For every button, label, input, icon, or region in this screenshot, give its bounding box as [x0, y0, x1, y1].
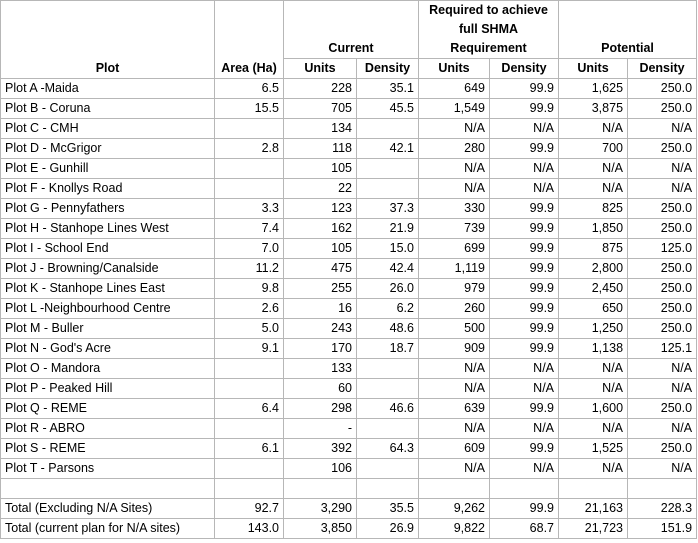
cell-req-density: 99.9	[490, 339, 559, 359]
cell-pot-units: N/A	[559, 359, 628, 379]
cell-plot: Plot O - Mandora	[1, 359, 215, 379]
header-required-density: Density	[490, 59, 559, 79]
cell-req-units: 649	[419, 79, 490, 99]
cell-plot: Plot M - Buller	[1, 319, 215, 339]
cell-cur-units: 22	[284, 179, 357, 199]
cell-pot-density: N/A	[628, 419, 697, 439]
cell-cur-density: 26.0	[357, 279, 419, 299]
table-row	[1, 219, 697, 239]
cell-plot: Plot E - Gunhill	[1, 159, 215, 179]
cell-pot-units: N/A	[559, 119, 628, 139]
cell-pot-density: 125.0	[628, 239, 697, 259]
cell-cur-units: 3,850	[284, 519, 357, 539]
cell-pot-units: 1,600	[559, 399, 628, 419]
table-body	[1, 79, 697, 499]
cell-cur-density	[357, 179, 419, 199]
cell-area: 5.0	[215, 319, 284, 339]
cell-pot-density: 250.0	[628, 259, 697, 279]
header-required-units: Units	[419, 59, 490, 79]
cell-pot-units: 1,138	[559, 339, 628, 359]
header-current-units: Units	[284, 59, 357, 79]
cell-cur-units: 134	[284, 119, 357, 139]
cell-plot: Plot N - God's Acre	[1, 339, 215, 359]
total-row	[1, 499, 697, 519]
cell-cur-density	[357, 459, 419, 479]
cell-pot-units: 700	[559, 139, 628, 159]
cell-area	[215, 359, 284, 379]
header-current-density: Density	[357, 59, 419, 79]
cell-req-units: 9,822	[419, 519, 490, 539]
cell-area: 6.5	[215, 79, 284, 99]
cell-req-units: 260	[419, 299, 490, 319]
cell-area: 2.6	[215, 299, 284, 319]
cell-cur-units: 105	[284, 159, 357, 179]
cell-req-units: 9,262	[419, 499, 490, 519]
table-row	[1, 339, 697, 359]
cell-req-density: 99.9	[490, 99, 559, 119]
cell-pot-density: 250.0	[628, 319, 697, 339]
cell-req-density: 99.9	[490, 299, 559, 319]
spacer-cell	[357, 479, 419, 499]
table-row	[1, 419, 697, 439]
cell-cur-units: 123	[284, 199, 357, 219]
table-row	[1, 99, 697, 119]
header-potential-units: Units	[559, 59, 628, 79]
cell-pot-units: 1,525	[559, 439, 628, 459]
cell-area: 15.5	[215, 99, 284, 119]
cell-req-density: N/A	[490, 159, 559, 179]
cell-cur-density: 35.1	[357, 79, 419, 99]
table-row	[1, 359, 697, 379]
cell-pot-density: N/A	[628, 379, 697, 399]
cell-area: 92.7	[215, 499, 284, 519]
cell-req-density: 99.9	[490, 499, 559, 519]
cell-area	[215, 179, 284, 199]
table-row	[1, 399, 697, 419]
cell-req-density: 99.9	[490, 199, 559, 219]
cell-cur-units: 16	[284, 299, 357, 319]
table-row	[1, 259, 697, 279]
cell-cur-units: 105	[284, 239, 357, 259]
cell-req-units: 1,549	[419, 99, 490, 119]
cell-req-units: N/A	[419, 159, 490, 179]
cell-plot: Plot J - Browning/Canalside	[1, 259, 215, 279]
cell-pot-units: N/A	[559, 179, 628, 199]
cell-plot: Plot C - CMH	[1, 119, 215, 139]
cell-req-density: N/A	[490, 359, 559, 379]
cell-req-units: 909	[419, 339, 490, 359]
table-row	[1, 379, 697, 399]
cell-area: 143.0	[215, 519, 284, 539]
header-required-line2: full SHMA	[419, 20, 559, 39]
table-row	[1, 299, 697, 319]
cell-req-density: N/A	[490, 419, 559, 439]
cell-plot: Total (current plan for N/A sites)	[1, 519, 215, 539]
cell-area	[215, 419, 284, 439]
spacer-cell	[1, 479, 215, 499]
cell-plot: Plot G - Pennyfathers	[1, 199, 215, 219]
cell-cur-units: 392	[284, 439, 357, 459]
total-row	[1, 519, 697, 539]
header-potential-density: Density	[628, 59, 697, 79]
cell-area: 2.8	[215, 139, 284, 159]
table-row	[1, 139, 697, 159]
cell-cur-density	[357, 359, 419, 379]
cell-pot-density: 250.0	[628, 139, 697, 159]
cell-pot-units: 3,875	[559, 99, 628, 119]
header-plot: Plot	[1, 1, 215, 79]
cell-pot-units: 1,850	[559, 219, 628, 239]
cell-pot-units: N/A	[559, 459, 628, 479]
cell-cur-density: 18.7	[357, 339, 419, 359]
cell-cur-units: 162	[284, 219, 357, 239]
cell-req-units: N/A	[419, 119, 490, 139]
cell-req-units: N/A	[419, 379, 490, 399]
cell-cur-units: 255	[284, 279, 357, 299]
cell-pot-density: 250.0	[628, 79, 697, 99]
cell-req-units: N/A	[419, 359, 490, 379]
cell-area	[215, 459, 284, 479]
header-current: Current	[284, 1, 419, 59]
spacer-cell	[490, 479, 559, 499]
cell-cur-units: 3,290	[284, 499, 357, 519]
cell-area: 7.0	[215, 239, 284, 259]
cell-pot-density: N/A	[628, 159, 697, 179]
cell-pot-units: 21,163	[559, 499, 628, 519]
cell-pot-density: 250.0	[628, 219, 697, 239]
cell-area: 9.8	[215, 279, 284, 299]
cell-cur-units: 243	[284, 319, 357, 339]
cell-req-density: 99.9	[490, 399, 559, 419]
cell-req-density: 68.7	[490, 519, 559, 539]
cell-cur-units: 705	[284, 99, 357, 119]
cell-pot-units: 21,723	[559, 519, 628, 539]
cell-cur-density	[357, 379, 419, 399]
table-row	[1, 79, 697, 99]
cell-req-units: 330	[419, 199, 490, 219]
cell-plot: Plot H - Stanhope Lines West	[1, 219, 215, 239]
cell-cur-units: 118	[284, 139, 357, 159]
cell-plot: Plot T - Parsons	[1, 459, 215, 479]
cell-plot: Plot K - Stanhope Lines East	[1, 279, 215, 299]
cell-req-density: 99.9	[490, 219, 559, 239]
cell-cur-density: 6.2	[357, 299, 419, 319]
cell-plot: Plot R - ABRO	[1, 419, 215, 439]
cell-cur-density: 48.6	[357, 319, 419, 339]
table-row	[1, 279, 697, 299]
cell-pot-units: 2,800	[559, 259, 628, 279]
cell-cur-density	[357, 119, 419, 139]
cell-req-density: N/A	[490, 459, 559, 479]
cell-req-units: N/A	[419, 179, 490, 199]
cell-plot: Plot D - McGrigor	[1, 139, 215, 159]
cell-cur-units: 228	[284, 79, 357, 99]
cell-area: 7.4	[215, 219, 284, 239]
cell-cur-units: 170	[284, 339, 357, 359]
header-potential: Potential	[559, 1, 697, 59]
cell-req-density: 99.9	[490, 139, 559, 159]
cell-req-density: N/A	[490, 179, 559, 199]
cell-plot: Plot S - REME	[1, 439, 215, 459]
cell-req-units: 639	[419, 399, 490, 419]
header-area: Area (Ha)	[215, 1, 284, 79]
cell-plot: Plot Q - REME	[1, 399, 215, 419]
cell-pot-density: N/A	[628, 179, 697, 199]
table-row	[1, 459, 697, 479]
spacer-row	[1, 479, 697, 499]
cell-plot: Plot A -Maida	[1, 79, 215, 99]
cell-pot-density: 250.0	[628, 439, 697, 459]
table-row	[1, 199, 697, 219]
cell-pot-units: N/A	[559, 419, 628, 439]
cell-req-density: 99.9	[490, 279, 559, 299]
table-row	[1, 119, 697, 139]
cell-pot-density: 250.0	[628, 99, 697, 119]
cell-pot-density: 125.1	[628, 339, 697, 359]
cell-req-density: N/A	[490, 379, 559, 399]
cell-req-units: 739	[419, 219, 490, 239]
cell-pot-units: 1,250	[559, 319, 628, 339]
cell-cur-density: 21.9	[357, 219, 419, 239]
table-row	[1, 319, 697, 339]
cell-cur-density: 42.1	[357, 139, 419, 159]
cell-plot: Plot F - Knollys Road	[1, 179, 215, 199]
cell-area	[215, 119, 284, 139]
cell-cur-density: 46.6	[357, 399, 419, 419]
cell-pot-density: 250.0	[628, 299, 697, 319]
cell-plot: Plot L -Neighbourhood Centre	[1, 299, 215, 319]
cell-pot-units: N/A	[559, 379, 628, 399]
cell-cur-units: 133	[284, 359, 357, 379]
cell-req-density: 99.9	[490, 439, 559, 459]
cell-req-units: 1,119	[419, 259, 490, 279]
table-row	[1, 159, 697, 179]
cell-pot-density: 250.0	[628, 199, 697, 219]
cell-cur-units: 298	[284, 399, 357, 419]
cell-cur-density: 37.3	[357, 199, 419, 219]
cell-req-density: 99.9	[490, 319, 559, 339]
cell-req-units: 979	[419, 279, 490, 299]
cell-plot: Total (Excluding N/A Sites)	[1, 499, 215, 519]
cell-pot-density: N/A	[628, 359, 697, 379]
cell-pot-density: 250.0	[628, 399, 697, 419]
table-row	[1, 439, 697, 459]
cell-req-units: N/A	[419, 459, 490, 479]
cell-cur-density: 26.9	[357, 519, 419, 539]
cell-req-density: N/A	[490, 119, 559, 139]
cell-plot: Plot B - Coruna	[1, 99, 215, 119]
cell-area	[215, 379, 284, 399]
cell-pot-units: 650	[559, 299, 628, 319]
header-required-line3: Requirement	[419, 39, 559, 59]
cell-cur-units: -	[284, 419, 357, 439]
cell-area	[215, 159, 284, 179]
spacer-cell	[628, 479, 697, 499]
table-row	[1, 239, 697, 259]
cell-pot-units: N/A	[559, 159, 628, 179]
cell-req-density: 99.9	[490, 259, 559, 279]
cell-pot-density: 228.3	[628, 499, 697, 519]
cell-area: 11.2	[215, 259, 284, 279]
cell-req-units: 280	[419, 139, 490, 159]
spacer-cell	[215, 479, 284, 499]
cell-cur-density	[357, 419, 419, 439]
cell-req-units: 699	[419, 239, 490, 259]
cell-req-density: 99.9	[490, 239, 559, 259]
cell-pot-density: 151.9	[628, 519, 697, 539]
table-totals	[1, 499, 697, 539]
cell-pot-units: 1,625	[559, 79, 628, 99]
cell-cur-units: 475	[284, 259, 357, 279]
cell-pot-units: 825	[559, 199, 628, 219]
table-row	[1, 179, 697, 199]
cell-cur-density: 45.5	[357, 99, 419, 119]
cell-req-density: 99.9	[490, 79, 559, 99]
cell-area: 6.1	[215, 439, 284, 459]
cell-req-units: 500	[419, 319, 490, 339]
spacer-cell	[284, 479, 357, 499]
spacer-cell	[419, 479, 490, 499]
cell-pot-density: 250.0	[628, 279, 697, 299]
cell-area: 6.4	[215, 399, 284, 419]
cell-pot-units: 875	[559, 239, 628, 259]
cell-req-units: 609	[419, 439, 490, 459]
cell-plot: Plot I - School End	[1, 239, 215, 259]
cell-cur-density	[357, 159, 419, 179]
cell-cur-density: 42.4	[357, 259, 419, 279]
cell-area: 9.1	[215, 339, 284, 359]
cell-cur-density: 15.0	[357, 239, 419, 259]
cell-pot-density: N/A	[628, 459, 697, 479]
cell-cur-density: 64.3	[357, 439, 419, 459]
cell-pot-density: N/A	[628, 119, 697, 139]
cell-pot-units: 2,450	[559, 279, 628, 299]
cell-cur-units: 106	[284, 459, 357, 479]
spacer-cell	[559, 479, 628, 499]
cell-cur-units: 60	[284, 379, 357, 399]
cell-plot: Plot P - Peaked Hill	[1, 379, 215, 399]
cell-req-units: N/A	[419, 419, 490, 439]
cell-area: 3.3	[215, 199, 284, 219]
header-required-line1: Required to achieve	[419, 1, 559, 21]
cell-cur-density: 35.5	[357, 499, 419, 519]
header-row-1	[1, 1, 697, 21]
